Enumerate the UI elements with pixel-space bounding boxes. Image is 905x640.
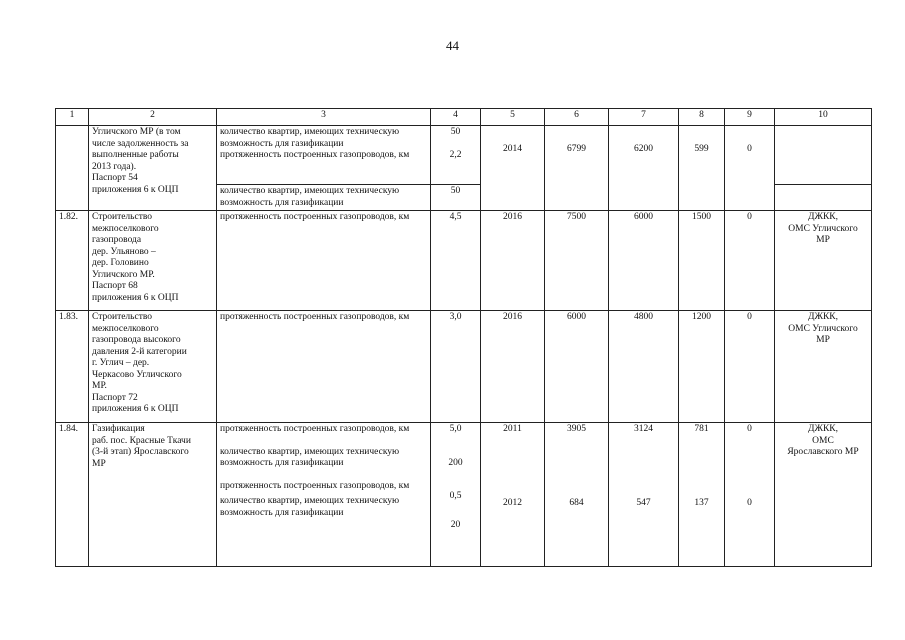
indicator-value: 5,0 bbox=[449, 424, 462, 434]
indicator-text: количество квартир, имеющих техническую возможность для газификации bbox=[220, 446, 400, 468]
indicator-value: 0,5 bbox=[449, 491, 462, 501]
executor-cell: ДЖКК, ОМС Ярославского МР bbox=[775, 423, 872, 567]
amount-value: 137 bbox=[694, 497, 709, 508]
amount-value: 547 bbox=[636, 497, 651, 508]
amount-value: 1500 bbox=[679, 211, 725, 311]
indicator-text: протяженность построенных газопроводов, км bbox=[217, 311, 431, 423]
executor-cell bbox=[775, 185, 872, 211]
row-number: 1.83. bbox=[56, 311, 89, 423]
amount-value: 0 bbox=[747, 424, 752, 434]
indicator-value: 50 bbox=[431, 185, 481, 211]
indicator-text: протяженность построенных газопроводов, км bbox=[220, 424, 410, 434]
year-value: 2011 bbox=[503, 424, 522, 434]
column-header: 8 bbox=[679, 109, 725, 126]
indicator-value: 4,5 bbox=[431, 211, 481, 311]
amount-cell bbox=[679, 423, 725, 567]
indicator-value: 50 bbox=[450, 127, 461, 137]
table-header-row bbox=[56, 109, 872, 126]
indicator-value: 20 bbox=[450, 519, 461, 530]
amount-value: 0 bbox=[725, 311, 775, 423]
column-header: 2 bbox=[89, 109, 217, 126]
measure-name: Угличского МР (в том числе задолженность за выполненные работы 2013 года). Паспорт 54 приложения 6 к ОЦП bbox=[89, 126, 217, 211]
indicator-value-cell bbox=[431, 423, 481, 567]
amount-value: 0 bbox=[747, 497, 752, 508]
indicator-cell bbox=[217, 126, 431, 185]
indicator-cell bbox=[217, 423, 431, 567]
amount-value: 3124 bbox=[634, 424, 653, 434]
column-header: 6 bbox=[545, 109, 609, 126]
program-table bbox=[55, 108, 872, 567]
indicator-value: 200 bbox=[448, 457, 463, 468]
indicator-value: 3,0 bbox=[431, 311, 481, 423]
amount-cell bbox=[545, 126, 609, 211]
column-header: 7 bbox=[609, 109, 679, 126]
year-value: 2012 bbox=[503, 497, 522, 508]
executor-cell: ДЖКК, ОМС Угличского МР bbox=[775, 211, 872, 311]
indicator-text: протяженность построенных газопроводов, км bbox=[220, 480, 410, 491]
amount-value: 1200 bbox=[679, 311, 725, 423]
amount-value: 0 bbox=[725, 211, 775, 311]
amount-value: 3905 bbox=[567, 424, 586, 434]
measure-name: Строительство межпоселкового газопровода дер. Ульяново – дер. Головино Угличского МР. Паспорт 68 приложения 6 к ОЦП bbox=[89, 211, 217, 311]
column-header: 1 bbox=[56, 109, 89, 126]
column-header: 3 bbox=[217, 109, 431, 126]
amount-value: 7500 bbox=[545, 211, 609, 311]
year-value: 2014 bbox=[503, 144, 522, 154]
column-header: 5 bbox=[481, 109, 545, 126]
amount-value: 599 bbox=[694, 144, 709, 154]
indicator-value-cell bbox=[431, 126, 481, 185]
column-header: 10 bbox=[775, 109, 872, 126]
table-row bbox=[56, 126, 872, 185]
amount-value: 684 bbox=[569, 497, 584, 508]
year-cell bbox=[481, 423, 545, 567]
row-number bbox=[56, 126, 89, 211]
table-row bbox=[56, 311, 872, 423]
indicator-text: протяженность построенных газопроводов, км bbox=[217, 211, 431, 311]
amount-cell bbox=[725, 126, 775, 211]
amount-value: 6000 bbox=[545, 311, 609, 423]
year-value: 2016 bbox=[481, 311, 545, 423]
measure-name: Строительство межпоселкового газопровода высокого давления 2-й категории г. Углич – дер. Черкасово Угличского МР. Паспорт 72 приложения 6 к ОЦП bbox=[89, 311, 217, 423]
indicator-text: количество квартир, имеющих техническую возможность для газификации bbox=[220, 127, 400, 149]
page-number: 44 bbox=[446, 38, 459, 53]
amount-cell bbox=[725, 423, 775, 567]
column-header: 4 bbox=[431, 109, 481, 126]
indicator-cell: количество квартир, имеющих техническую возможность для газификации bbox=[217, 185, 431, 211]
indicator-text: протяженность построенных газопроводов, км bbox=[220, 150, 410, 160]
column-header: 9 bbox=[725, 109, 775, 126]
amount-value: 4800 bbox=[609, 311, 679, 423]
row-number: 1.84. bbox=[56, 423, 89, 567]
executor-cell: ДЖКК, ОМС Угличского МР bbox=[775, 311, 872, 423]
amount-value: 6000 bbox=[609, 211, 679, 311]
row-number: 1.82. bbox=[56, 211, 89, 311]
year-cell bbox=[481, 126, 545, 211]
table-row bbox=[56, 423, 872, 567]
amount-value: 6200 bbox=[634, 144, 653, 154]
table-row bbox=[56, 211, 872, 311]
amount-cell bbox=[679, 126, 725, 211]
indicator-value: 2,2 bbox=[449, 149, 462, 160]
amount-cell bbox=[609, 126, 679, 211]
amount-value: 6799 bbox=[567, 144, 586, 154]
measure-name: Газификация раб. пос. Красные Ткачи (3-й этап) Ярославского МР bbox=[89, 423, 217, 567]
executor-cell bbox=[775, 126, 872, 185]
amount-cell bbox=[609, 423, 679, 567]
amount-value: 0 bbox=[747, 144, 752, 154]
amount-cell bbox=[545, 423, 609, 567]
year-value: 2016 bbox=[481, 211, 545, 311]
amount-value: 781 bbox=[694, 424, 709, 434]
indicator-text: количество квартир, имеющих техническую возможность для газификации bbox=[220, 496, 400, 518]
